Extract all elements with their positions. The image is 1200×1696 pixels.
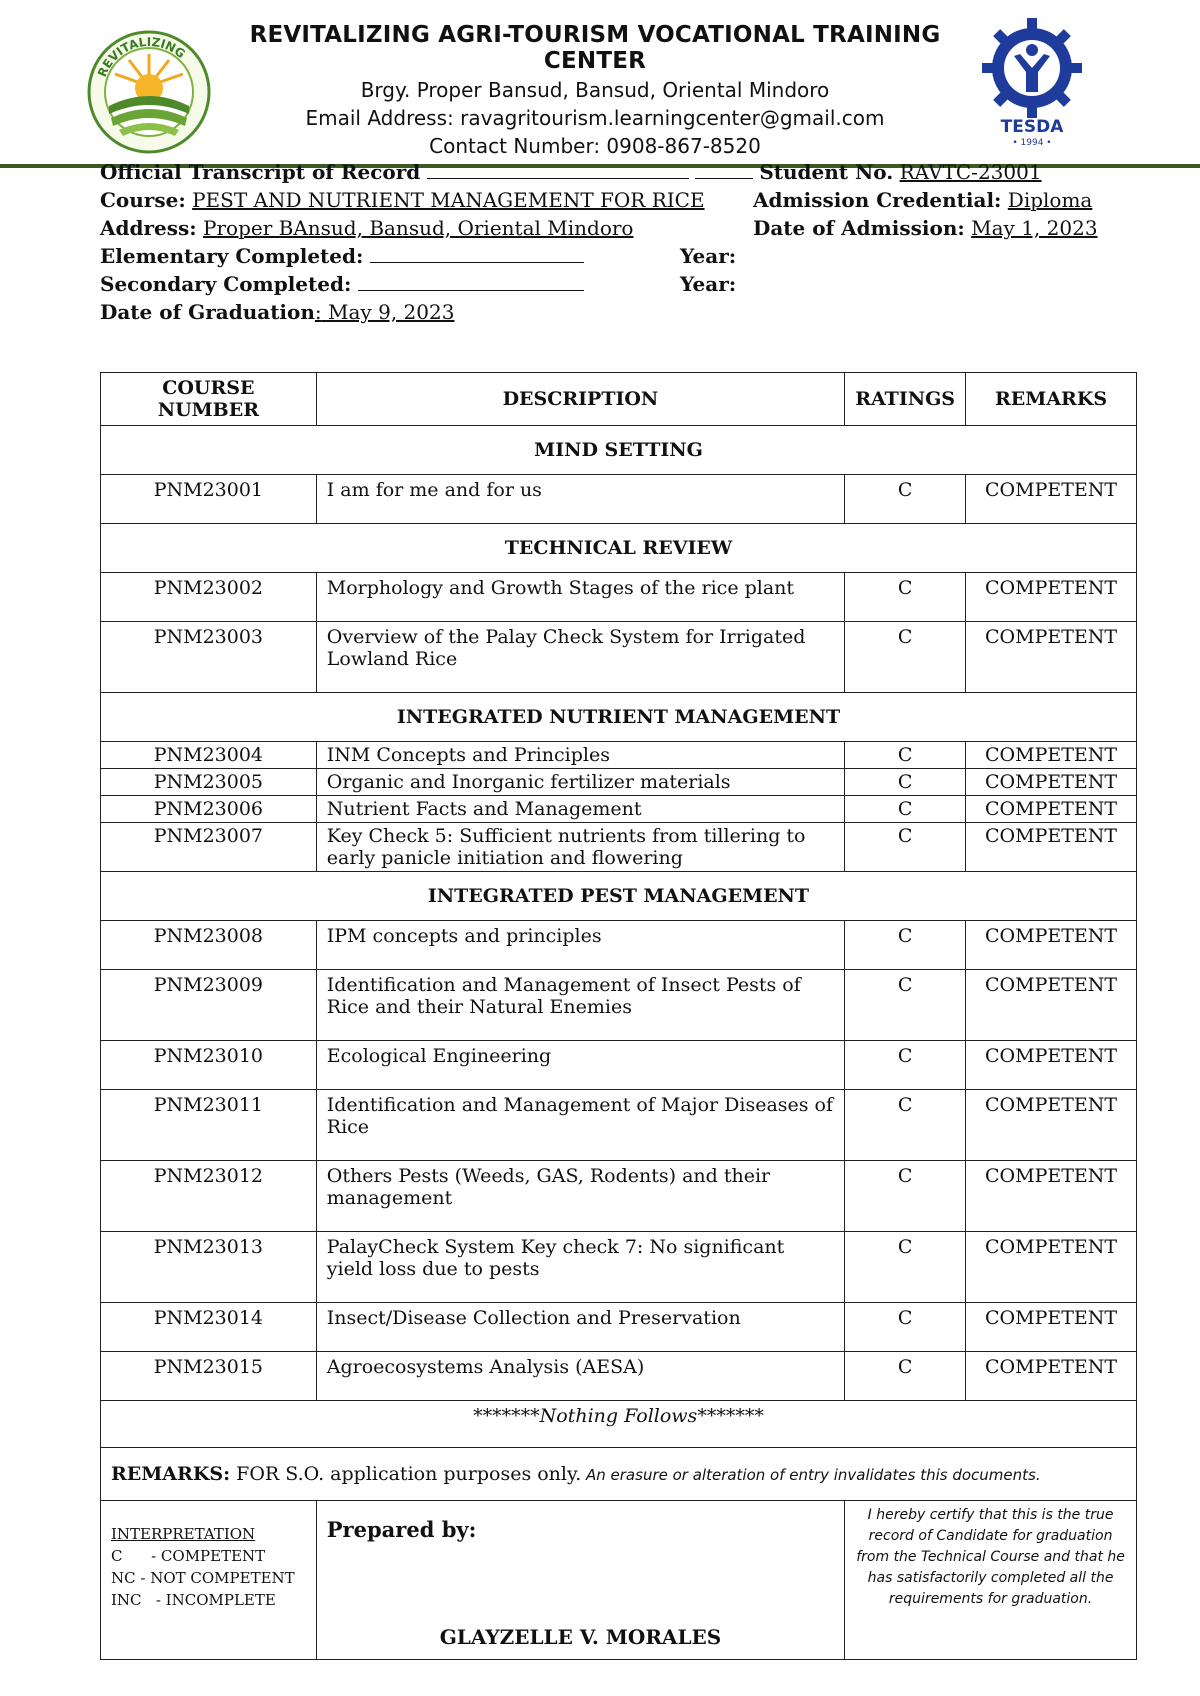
course-description: Identification and Management of Insect Pests of Rice and their Natural Enemies bbox=[316, 970, 844, 1041]
table-row bbox=[101, 823, 1137, 872]
section-row bbox=[101, 693, 1137, 742]
table-row bbox=[101, 1161, 1137, 1232]
course-number: PNM23001 bbox=[101, 475, 317, 524]
course-remark: COMPETENT bbox=[966, 769, 1137, 796]
table-row bbox=[101, 622, 1137, 693]
address-value: Proper BAnsud, Bansud, Oriental Mindoro bbox=[203, 216, 634, 240]
header-ratings: RATINGS bbox=[845, 373, 966, 426]
course-label: Course: bbox=[100, 188, 186, 212]
certification-text: I hereby certify that this is the true record of Candidate for graduation from the Technical Course and that he has satisfactorily completed all the requirements for graduation. bbox=[845, 1501, 1137, 1660]
table-row bbox=[101, 1303, 1137, 1352]
course-number: PNM23007 bbox=[101, 823, 317, 872]
table-row bbox=[101, 796, 1137, 823]
course-description: Overview of the Palay Check System for Irrigated Lowland Rice bbox=[316, 622, 844, 693]
course-rating: C bbox=[845, 1232, 966, 1303]
admission-credential-label: Admission Credential: bbox=[753, 188, 1002, 212]
interpretation-c: C - COMPETENT bbox=[111, 1547, 266, 1565]
section-title: MIND SETTING bbox=[101, 426, 1137, 475]
graduation-value: May 9, 2023 bbox=[321, 300, 455, 324]
remarks-label: REMARKS: bbox=[111, 1463, 231, 1485]
document-header bbox=[0, 0, 1200, 160]
date-admission-label: Date of Admission: bbox=[753, 216, 965, 240]
secondary-blank bbox=[358, 272, 584, 291]
course-description: IPM concepts and principles bbox=[316, 921, 844, 970]
student-info bbox=[100, 158, 1140, 326]
course-number: PNM23011 bbox=[101, 1090, 317, 1161]
course-description: Agroecosystems Analysis (AESA) bbox=[316, 1352, 844, 1401]
secondary-year-label: Year: bbox=[680, 272, 737, 296]
course-rating: C bbox=[845, 970, 966, 1041]
nothing-follows-row bbox=[101, 1401, 1137, 1448]
course-description: Others Pests (Weeds, GAS, Rodents) and their management bbox=[316, 1161, 844, 1232]
course-remark: COMPETENT bbox=[966, 573, 1137, 622]
course-remark: COMPETENT bbox=[966, 1161, 1137, 1232]
course-number: PNM23004 bbox=[101, 742, 317, 769]
svg-text:REVITALIZING: REVITALIZING bbox=[94, 34, 188, 79]
remarks-warning: An erasure or alteration of entry invalidates this documents. bbox=[581, 1466, 1041, 1484]
course-remark: COMPETENT bbox=[966, 970, 1137, 1041]
course-rating: C bbox=[845, 1090, 966, 1161]
section-row bbox=[101, 524, 1137, 573]
address-label: Address: bbox=[100, 216, 197, 240]
otr-label: Official Transcript of Record bbox=[100, 160, 421, 184]
table-header-row bbox=[101, 373, 1137, 426]
course-description: Ecological Engineering bbox=[316, 1041, 844, 1090]
elementary-blank bbox=[370, 244, 584, 263]
course-description: Morphology and Growth Stages of the rice plant bbox=[316, 573, 844, 622]
table-row bbox=[101, 769, 1137, 796]
otr-blank-2 bbox=[695, 160, 753, 179]
svg-text:TESDA: TESDA bbox=[1000, 117, 1064, 137]
header-description: DESCRIPTION bbox=[316, 373, 844, 426]
prepared-by-name: GLAYZELLE V. MORALES bbox=[439, 1625, 722, 1649]
course-rating: C bbox=[845, 1161, 966, 1232]
course-description: INM Concepts and Principles bbox=[316, 742, 844, 769]
course-rating: C bbox=[845, 1352, 966, 1401]
info-row-course bbox=[100, 186, 1140, 214]
institution-address: Brgy. Proper Bansud, Bansud, Oriental Mindoro bbox=[360, 78, 830, 102]
course-description: Organic and Inorganic fertilizer materials bbox=[316, 769, 844, 796]
course-description: I am for me and for us bbox=[316, 475, 844, 524]
course-rating: C bbox=[845, 742, 966, 769]
course-number: PNM23006 bbox=[101, 796, 317, 823]
table-row bbox=[101, 921, 1137, 970]
course-rating: C bbox=[845, 796, 966, 823]
student-no-value: RAVTC-23001 bbox=[899, 160, 1042, 184]
header-course-number: COURSE NUMBER bbox=[101, 373, 317, 426]
interpretation-title: INTERPRETATION bbox=[111, 1525, 256, 1543]
admission-credential-value: Diploma bbox=[1007, 188, 1093, 212]
course-number: PNM23008 bbox=[101, 921, 317, 970]
course-rating: C bbox=[845, 1303, 966, 1352]
course-remark: COMPETENT bbox=[966, 1352, 1137, 1401]
course-number: PNM23002 bbox=[101, 573, 317, 622]
course-rating: C bbox=[845, 475, 966, 524]
course-number: PNM23010 bbox=[101, 1041, 317, 1090]
rice-field-logo-icon bbox=[85, 28, 213, 156]
course-number: PNM23013 bbox=[101, 1232, 317, 1303]
table-row bbox=[101, 573, 1137, 622]
info-row-secondary bbox=[100, 270, 1140, 298]
info-row-graduation bbox=[100, 298, 1140, 326]
table-row bbox=[101, 475, 1137, 524]
course-remark: COMPETENT bbox=[966, 1090, 1137, 1161]
course-rating: C bbox=[845, 769, 966, 796]
svg-text:• 1994 •: • 1994 • bbox=[1012, 138, 1052, 148]
course-remark: COMPETENT bbox=[966, 622, 1137, 693]
table-row bbox=[101, 742, 1137, 769]
course-number: PNM23009 bbox=[101, 970, 317, 1041]
course-number: PNM23015 bbox=[101, 1352, 317, 1401]
prepared-by-label: Prepared by: bbox=[326, 1517, 477, 1542]
course-number: PNM23005 bbox=[101, 769, 317, 796]
elementary-label: Elementary Completed: bbox=[100, 244, 364, 268]
course-remark: COMPETENT bbox=[966, 1303, 1137, 1352]
table-row bbox=[101, 970, 1137, 1041]
interpretation-cell bbox=[101, 1501, 317, 1660]
table-row bbox=[101, 1232, 1137, 1303]
section-title: INTEGRATED PEST MANAGEMENT bbox=[101, 872, 1137, 921]
table-row bbox=[101, 1352, 1137, 1401]
course-rating: C bbox=[845, 1041, 966, 1090]
info-row-otr bbox=[100, 158, 1140, 186]
secondary-label: Secondary Completed: bbox=[100, 272, 352, 296]
course-remark: COMPETENT bbox=[966, 921, 1137, 970]
graduation-label: Date of Graduation bbox=[100, 300, 315, 324]
course-description: Insect/Disease Collection and Preservation bbox=[316, 1303, 844, 1352]
grades-table bbox=[100, 372, 1137, 1660]
nothing-follows: *******Nothing Follows******* bbox=[101, 1401, 1137, 1448]
course-rating: C bbox=[845, 921, 966, 970]
interpretation-inc: INC - INCOMPLETE bbox=[111, 1591, 276, 1609]
course-remark: COMPETENT bbox=[966, 475, 1137, 524]
student-no-label: Student No. bbox=[759, 160, 894, 184]
remarks-cell bbox=[101, 1448, 1137, 1501]
course-rating: C bbox=[845, 622, 966, 693]
otr-blank bbox=[427, 160, 689, 179]
institution-contact: Contact Number: 0908-867-8520 bbox=[429, 134, 761, 158]
course-description: PalayCheck System Key check 7: No significant yield loss due to pests bbox=[316, 1232, 844, 1303]
institution-block bbox=[220, 22, 970, 158]
graduation-sep: : bbox=[314, 300, 322, 324]
section-title: TECHNICAL REVIEW bbox=[101, 524, 1137, 573]
table-row bbox=[101, 1090, 1137, 1161]
course-number: PNM23012 bbox=[101, 1161, 317, 1232]
date-admission-value: May 1, 2023 bbox=[971, 216, 1098, 240]
course-value: PEST AND NUTRIENT MANAGEMENT FOR RICE bbox=[192, 188, 705, 212]
info-row-elementary bbox=[100, 242, 1140, 270]
institution-email: Email Address: ravagritourism.learningcenter@gmail.com bbox=[305, 106, 885, 130]
course-remark: COMPETENT bbox=[966, 1041, 1137, 1090]
course-description: Identification and Management of Major Diseases of Rice bbox=[316, 1090, 844, 1161]
elementary-year-label: Year: bbox=[680, 244, 737, 268]
remarks-text: FOR S.O. application purposes only. bbox=[230, 1463, 582, 1485]
institution-name: REVITALIZING AGRI-TOURISM VOCATIONAL TRAINING CENTER bbox=[249, 22, 941, 74]
course-remark: COMPETENT bbox=[966, 796, 1137, 823]
tesda-logo-icon bbox=[978, 16, 1086, 148]
interpretation-nc: NC - NOT COMPETENT bbox=[111, 1569, 295, 1587]
remarks-row bbox=[101, 1448, 1137, 1501]
section-row bbox=[101, 872, 1137, 921]
table-row bbox=[101, 1041, 1137, 1090]
prepared-by-cell bbox=[316, 1501, 844, 1660]
section-row bbox=[101, 426, 1137, 475]
footer-row bbox=[101, 1501, 1137, 1660]
course-description: Key Check 5: Sufficient nutrients from tillering to early panicle initiation and flowering bbox=[316, 823, 844, 872]
course-rating: C bbox=[845, 573, 966, 622]
course-remark: COMPETENT bbox=[966, 823, 1137, 872]
header-remarks: REMARKS bbox=[966, 373, 1137, 426]
info-row-address bbox=[100, 214, 1140, 242]
course-number: PNM23014 bbox=[101, 1303, 317, 1352]
course-remark: COMPETENT bbox=[966, 1232, 1137, 1303]
course-rating: C bbox=[845, 823, 966, 872]
course-number: PNM23003 bbox=[101, 622, 317, 693]
course-remark: COMPETENT bbox=[966, 742, 1137, 769]
course-description: Nutrient Facts and Management bbox=[316, 796, 844, 823]
section-title: INTEGRATED NUTRIENT MANAGEMENT bbox=[101, 693, 1137, 742]
